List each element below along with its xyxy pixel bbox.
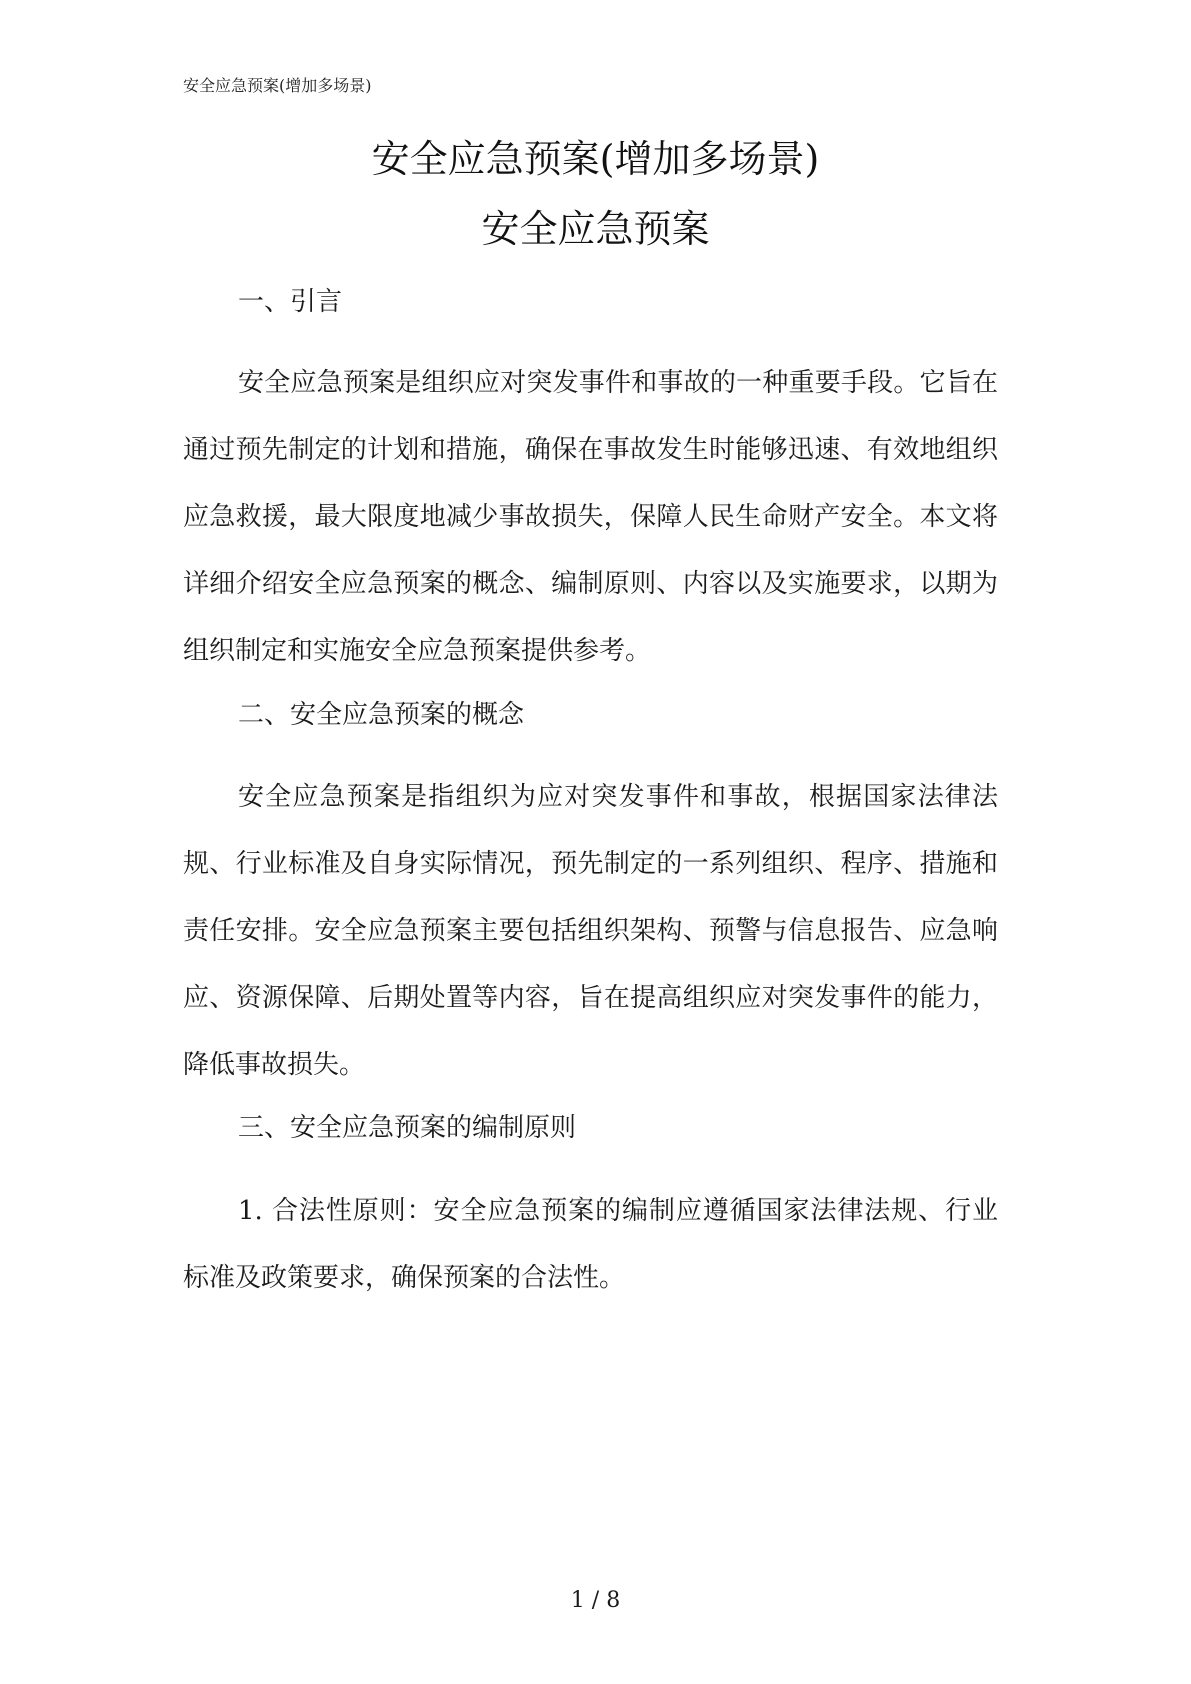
document-title: 安全应急预案(增加多场景) [371, 137, 820, 181]
document-subtitle: 安全应急预案 [481, 207, 710, 251]
paragraph-concept: 安全应急预案是指组织为应对突发事件和事故，根据国家法律法规、行业标准及自身实际情况，预先制定的一系列组织、程序、措施和责任安排。安全应急预案主要包括组织架构、预警与信息报告、应急响应、资源保障、后期处置等内容，旨在提高组织应对突发事件的能力，降低事故损失。 [183, 782, 998, 1080]
paragraph-principle-legality: 1. 合法性原则：安全应急预案的编制应遵循国家法律法规、行业标准及政策要求，确保预案的合法性。 [183, 1196, 998, 1293]
section-heading-intro: 一、引言 [238, 287, 343, 317]
section-heading-principles: 三、安全应急预案的编制原则 [238, 1113, 577, 1143]
section-heading-concept: 二、安全应急预案的概念 [238, 700, 525, 730]
paragraph-intro: 安全应急预案是组织应对突发事件和事故的一种重要手段。它旨在通过预先制定的计划和措施，确保在事故发生时能够迅速、有效地组织应急救援，最大限度地减少事故损失，保障人民生命财产安全。本文将详细介绍安全应急预案的概念、编制原则、内容以及实施要求，以期为组织制定和实施安全应急预案提供参考。 [183, 368, 998, 666]
page-number: 1 / 8 [570, 1588, 621, 1613]
running-header: 安全应急预案(增加多场景) [183, 76, 372, 95]
